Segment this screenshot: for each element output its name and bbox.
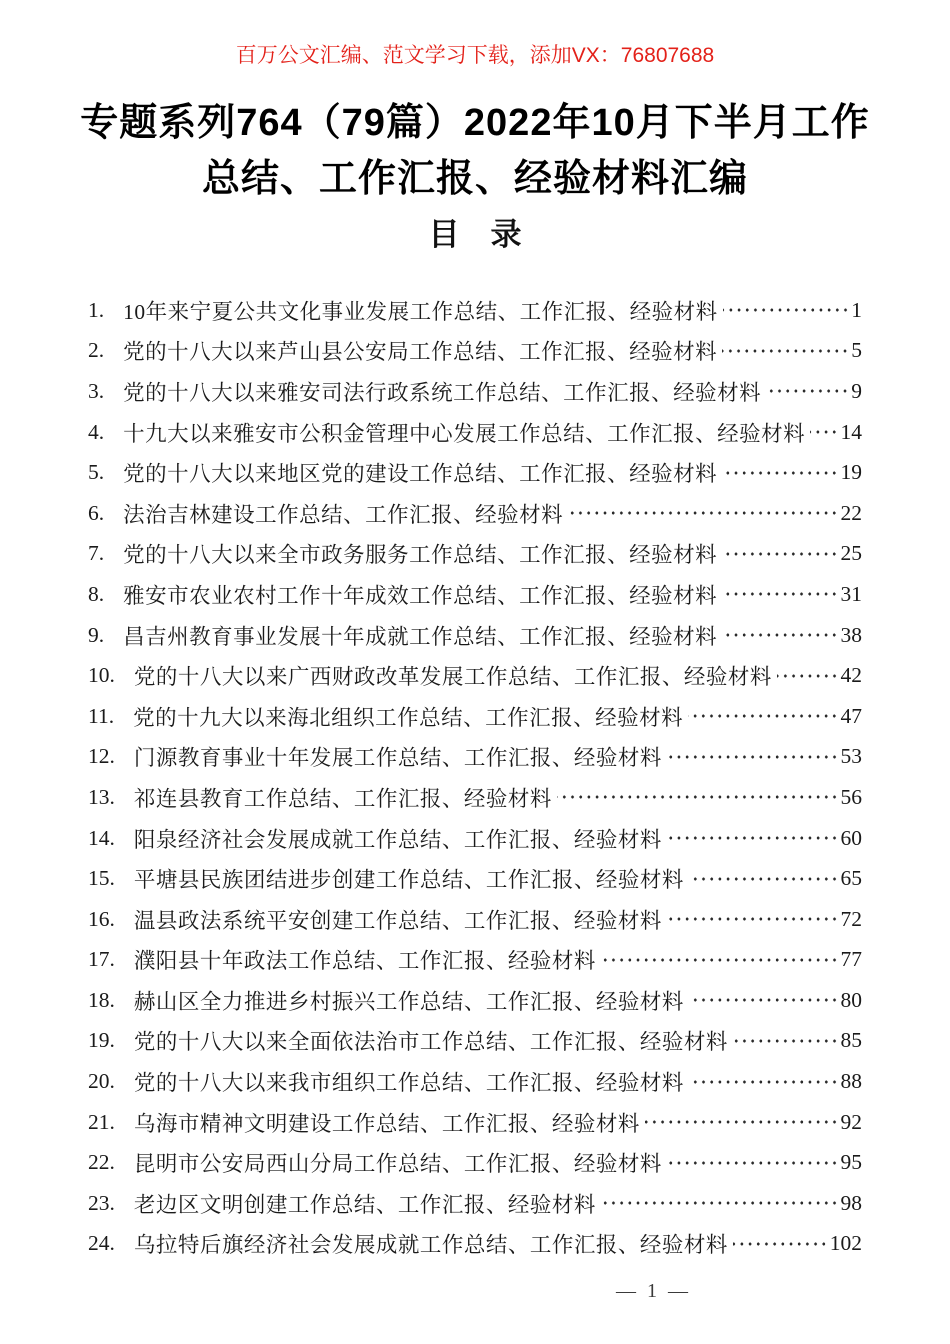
- toc-entry-page: 53: [840, 744, 862, 769]
- toc-entry[interactable]: [88, 737, 862, 778]
- toc-entry[interactable]: [88, 1142, 862, 1183]
- toc-entry-title: 老边区文明创建工作总结、工作汇报、经验材料: [133, 1192, 596, 1217]
- toc-entry-page: 5: [851, 338, 862, 363]
- toc-entry-title: 党的十八大以来广西财政改革发展工作总结、工作汇报、经验材料: [133, 665, 772, 690]
- toc-entry-page: 56: [840, 784, 862, 809]
- toc-entry-page: 14: [840, 419, 862, 444]
- toc-entry[interactable]: [88, 331, 862, 372]
- toc-entry[interactable]: [88, 412, 862, 453]
- toc-entry[interactable]: [88, 940, 862, 981]
- dot-leader: [601, 950, 839, 970]
- toc-entry[interactable]: [88, 655, 862, 696]
- dot-leader: [733, 1031, 839, 1051]
- toc-entry[interactable]: [88, 493, 862, 534]
- toc-entry-title: 阳泉经济社会发展成就工作总结、工作汇报、经验材料: [133, 827, 662, 852]
- toc-entry[interactable]: [88, 818, 862, 859]
- dot-leader: [667, 828, 839, 848]
- toc-entry-page: 22: [840, 500, 862, 525]
- toc-entry-title: 昌吉州教育事业发展十年成就工作总结、工作汇报、经验材料: [123, 624, 718, 649]
- toc-entry[interactable]: [88, 1224, 862, 1265]
- toc-entry-number: 23.: [88, 1190, 115, 1215]
- toc-entry-number: 12.: [88, 744, 115, 769]
- dot-leader: [689, 1072, 839, 1092]
- toc-entry[interactable]: [88, 777, 862, 818]
- toc-entry-number: 13.: [88, 784, 115, 809]
- toc-entry[interactable]: [88, 371, 862, 412]
- toc-entry-page: 65: [840, 866, 862, 891]
- toc-entry-number: 7.: [88, 541, 105, 566]
- toc-entry-page: 47: [840, 703, 862, 728]
- toc-entry[interactable]: [88, 899, 862, 940]
- toc-entry-number: 4.: [88, 419, 105, 444]
- dot-leader: [722, 341, 849, 361]
- dot-leader: [810, 422, 838, 442]
- dot-leader: [601, 1193, 839, 1213]
- toc-entry-number: 8.: [88, 581, 105, 606]
- toc-entry-page: 98: [840, 1190, 862, 1215]
- toc-entry-title: 党的十八大以来芦山县公安局工作总结、工作汇报、经验材料: [123, 340, 718, 365]
- toc-entry-page: 95: [840, 1150, 862, 1175]
- toc-entry[interactable]: [88, 1102, 862, 1143]
- dot-leader: [667, 1153, 839, 1173]
- toc-entry[interactable]: [88, 452, 862, 493]
- toc-entry-title: 法治吉林建设工作总结、工作汇报、经验材料: [123, 502, 564, 527]
- toc-entry-title: 党的十九大以来海北组织工作总结、工作汇报、经验材料: [133, 705, 684, 730]
- toc-entry[interactable]: [88, 534, 862, 575]
- document-title-line-1: 专题系列764（79篇）2022年10月下半月工作: [80, 102, 870, 144]
- toc-entry-page: 9: [851, 378, 862, 403]
- toc-entry-title: 温县政法系统平安创建工作总结、工作汇报、经验材料: [133, 908, 662, 933]
- toc-entry-page: 85: [840, 1028, 862, 1053]
- toc-entry-title: 乌拉特后旗经济社会发展成就工作总结、工作汇报、经验材料: [133, 1233, 728, 1258]
- toc-entry-number: 10.: [88, 663, 115, 688]
- toc-entry-number: 22.: [88, 1150, 115, 1175]
- toc-entry[interactable]: [88, 1183, 862, 1224]
- toc-entry-number: 17.: [88, 947, 115, 972]
- toc-entry-page: 25: [840, 541, 862, 566]
- dot-leader: [568, 503, 838, 523]
- toc-entry[interactable]: [88, 290, 862, 331]
- toc-entry-title: 十九大以来雅安市公积金管理中心发展工作总结、工作汇报、经验材料: [123, 421, 806, 446]
- toc-entry-title: 昆明市公安局西山分局工作总结、工作汇报、经验材料: [133, 1152, 662, 1177]
- toc-entry-page: 1: [851, 297, 862, 322]
- toc-entry-number: 6.: [88, 500, 105, 525]
- dot-leader: [689, 869, 839, 889]
- toc-entry-page: 88: [840, 1069, 862, 1094]
- toc-entry-page: 77: [840, 947, 862, 972]
- dot-leader: [667, 909, 839, 929]
- toc-list: [88, 290, 862, 1264]
- toc-entry-title: 党的十八大以来我市组织工作总结、工作汇报、经验材料: [133, 1071, 684, 1096]
- toc-entry-page: 72: [840, 906, 862, 931]
- document-title-line-2: 总结、工作汇报、经验材料汇编: [201, 158, 748, 200]
- dot-leader: [689, 990, 839, 1010]
- dot-leader: [722, 625, 838, 645]
- dot-leader: [722, 584, 838, 604]
- dot-leader: [722, 463, 838, 483]
- toc-entry[interactable]: [88, 858, 862, 899]
- toc-heading: 目 录: [428, 217, 522, 252]
- toc-entry-number: 5.: [88, 460, 105, 485]
- toc-entry-page: 38: [840, 622, 862, 647]
- dot-leader: [645, 1112, 839, 1132]
- dot-leader: [733, 1234, 828, 1254]
- toc-entry-number: 21.: [88, 1109, 115, 1134]
- toc-entry-title: 濮阳县十年政法工作总结、工作汇报、经验材料: [133, 949, 596, 974]
- toc-entry-page: 31: [840, 581, 862, 606]
- toc-entry[interactable]: [88, 574, 862, 615]
- toc-entry-page: 102: [829, 1231, 862, 1256]
- toc-entry-title: 党的十八大以来地区党的建设工作总结、工作汇报、经验材料: [123, 462, 718, 487]
- toc-entry-number: 3.: [88, 378, 105, 403]
- toc-entry[interactable]: [88, 1021, 862, 1062]
- document-title: [0, 95, 950, 207]
- toc-entry-number: 15.: [88, 866, 115, 891]
- toc-entry-title: 平塘县民族团结进步创建工作总结、工作汇报、经验材料: [133, 868, 684, 893]
- page-number-footer: — 1 —: [616, 1280, 691, 1302]
- toc-entry-title: 雅安市农业农村工作十年成效工作总结、工作汇报、经验材料: [123, 583, 718, 608]
- toc-entry-number: 18.: [88, 987, 115, 1012]
- dot-leader: [667, 747, 839, 767]
- dot-leader: [722, 544, 838, 564]
- toc-entry[interactable]: [88, 980, 862, 1021]
- toc-entry-page: 42: [840, 663, 862, 688]
- toc-entry-number: 1.: [88, 297, 105, 322]
- dot-leader: [766, 381, 849, 401]
- toc-entry-title: 乌海市精神文明建设工作总结、工作汇报、经验材料: [133, 1111, 640, 1136]
- toc-entry-title: 党的十八大以来雅安司法行政系统工作总结、工作汇报、经验材料: [123, 380, 762, 405]
- toc-entry[interactable]: [88, 696, 862, 737]
- toc-entry-title: 祁连县教育工作总结、工作汇报、经验材料: [133, 786, 552, 811]
- toc-entry-page: 80: [840, 987, 862, 1012]
- toc-entry-number: 19.: [88, 1028, 115, 1053]
- toc-entry-title: 党的十八大以来全市政务服务工作总结、工作汇报、经验材料: [123, 543, 718, 568]
- toc-entry-page: 19: [840, 460, 862, 485]
- toc-entry-number: 11.: [88, 703, 115, 728]
- dot-leader: [688, 706, 838, 726]
- toc-entry-title: 10年来宁夏公共文化事业发展工作总结、工作汇报、经验材料: [123, 299, 718, 324]
- dot-leader: [777, 666, 839, 686]
- toc-entry[interactable]: [88, 615, 862, 656]
- toc-entry-number: 24.: [88, 1231, 115, 1256]
- promo-notice: 百万公文汇编、范文学习下载，添加VX：76807688: [235, 44, 715, 67]
- toc-entry-number: 9.: [88, 622, 105, 647]
- toc-entry-number: 2.: [88, 338, 105, 363]
- toc-entry-page: 60: [840, 825, 862, 850]
- toc-entry[interactable]: [88, 1061, 862, 1102]
- toc-entry-number: 16.: [88, 906, 115, 931]
- toc-entry-title: 党的十八大以来全面依法治市工作总结、工作汇报、经验材料: [133, 1030, 728, 1055]
- toc-entry-page: 92: [840, 1109, 862, 1134]
- toc-entry-number: 20.: [88, 1069, 115, 1094]
- toc-entry-title: 门源教育事业十年发展工作总结、工作汇报、经验材料: [133, 746, 662, 771]
- dot-leader: [557, 787, 839, 807]
- toc-entry-title: 赫山区全力推进乡村振兴工作总结、工作汇报、经验材料: [133, 989, 684, 1014]
- dot-leader: [723, 300, 850, 320]
- toc-entry-number: 14.: [88, 825, 115, 850]
